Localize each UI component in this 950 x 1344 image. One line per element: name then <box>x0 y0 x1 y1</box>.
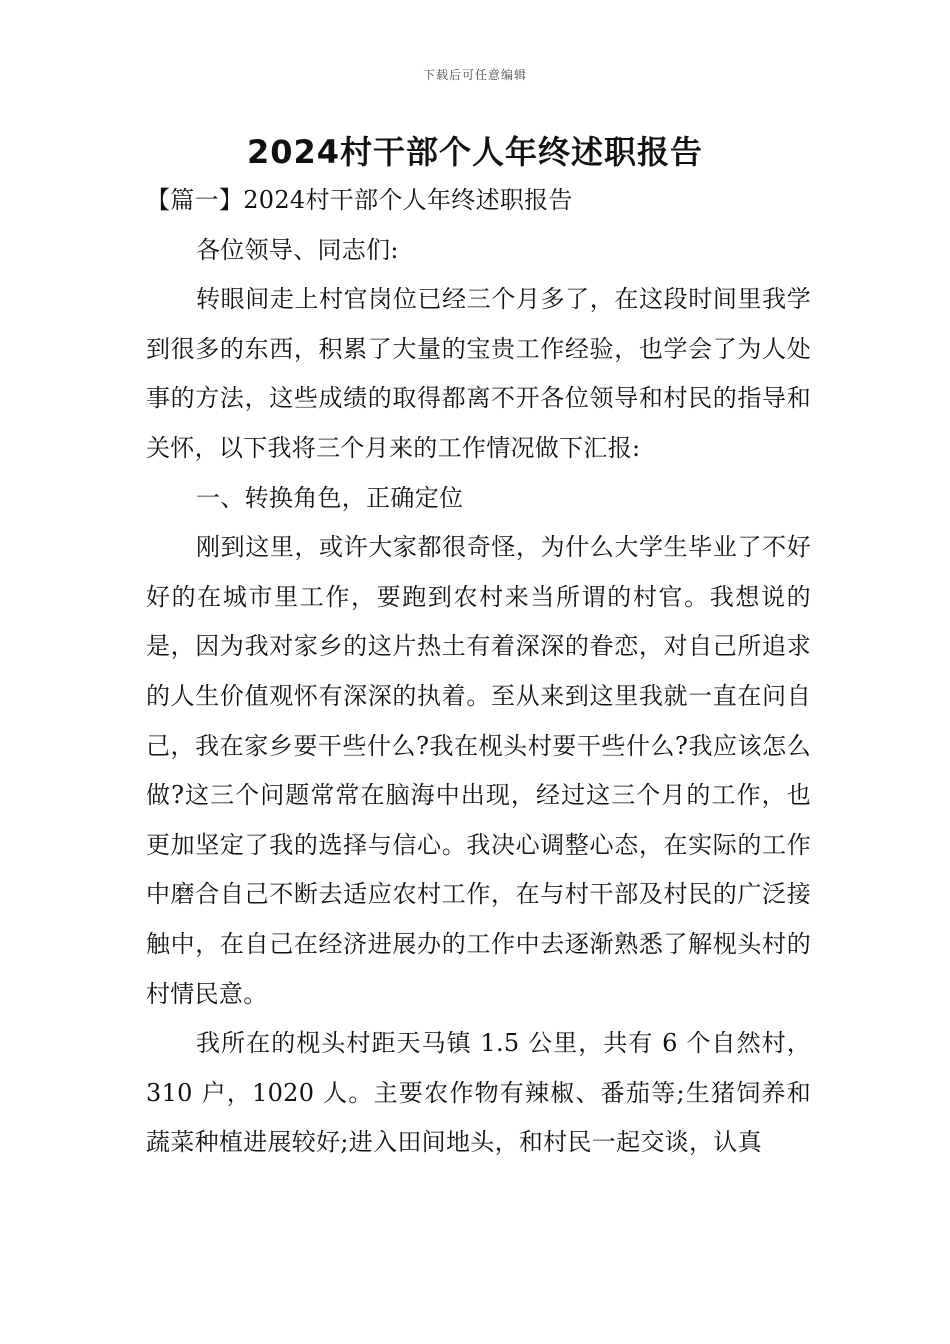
paragraph-greeting: 各位领导、同志们: <box>196 235 399 264</box>
header-note: 下载后可任意编辑 <box>422 68 527 82</box>
subheading-role-change: 一、转换角色，正确定位 <box>196 483 464 512</box>
paragraph-intro: 转眼间走上村官岗位已经三个月多了，在这段时间里我学到很多的东西，积累了大量的宝贵工作经验，也学会了为人处事的方法，这些成绩的取得都离不开各位领导和村民的指导和关怀，以下我将三个月来的工作情况做下汇报: <box>146 285 811 462</box>
paragraph-role-change: 刚到这里，或许大家都很奇怪，为什么大学生毕业了不好好的在城市里工作，要跑到农村来当所谓的村官。我想说的是，因为我对家乡的这片热土有着深深的眷恋，对自己所追求的人生价值观怀有深深的执着。至从来到这里我就一直在问自己，我在家乡要干些什么?我在枧头村要干些什么?我应该怎么做?这三个问题常常在脑海中出现，经过这三个月的工作，也更加坚定了我的选择与信心。我决心调整心态，在实际的工作中磨合自己不断去适应农村工作，在与村干部及村民的广泛接触中，在自己在经济进展办的工作中去逐渐熟悉了解枧头村的村情民意。 <box>146 533 811 1008</box>
paragraph-village-info: 我所在的枧头村距天马镇 1.5 公里，共有 6 个自然村，310 户，1020 人。主要农作物有辣椒、番茄等;生猪饲养和蔬菜种植进展较好;进入田间地头，和村民一起交谈，认真 <box>146 1029 811 1157</box>
section-heading: 【篇一】2024村干部个人年终述职报告 <box>146 186 573 214</box>
document-title: 2024村干部个人年终述职报告 <box>246 133 704 171</box>
document-body <box>146 176 811 1168</box>
